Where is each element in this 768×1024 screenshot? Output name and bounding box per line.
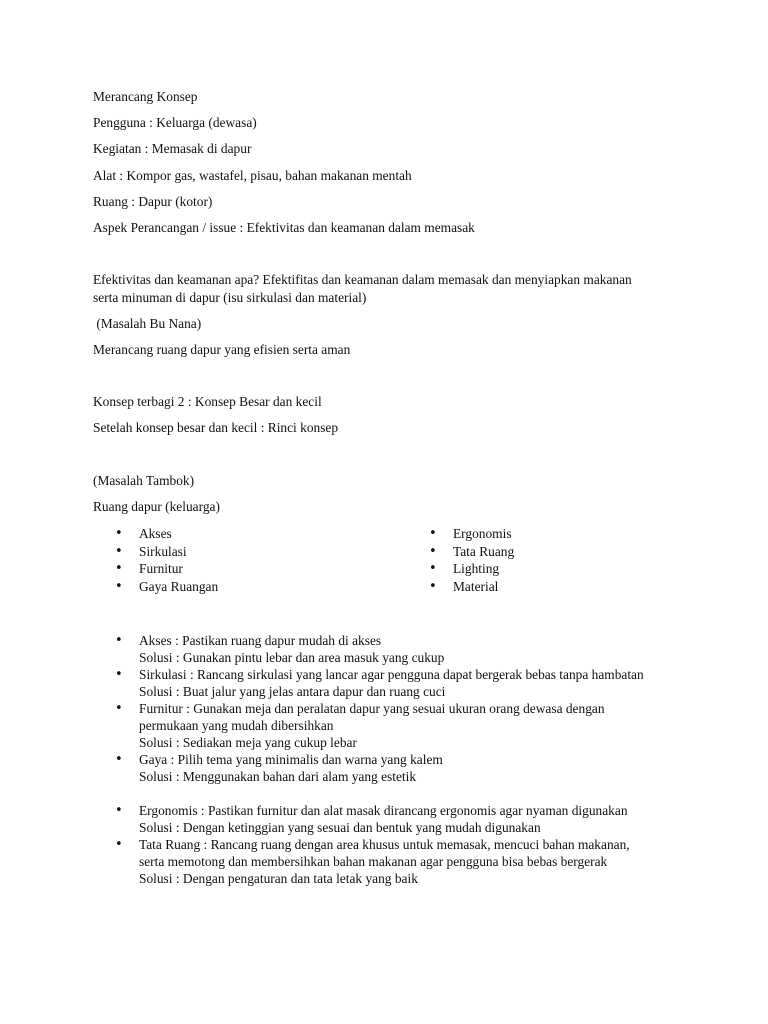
- detail-solusi: Solusi : Dengan ketinggian yang sesuai dan bentuk yang mudah digunakan: [139, 820, 541, 835]
- detail-item-tata-ruang: [93, 836, 733, 887]
- merancang-line: Merancang ruang dapur yang efisien serta aman: [93, 342, 351, 357]
- ruang-line: Ruang : Dapur (kotor): [93, 194, 213, 209]
- detail-text: • Furnitur : Gunakan meja dan peralatan dapur yang sesuai ukuran orang dewasa dengan: [139, 701, 605, 716]
- detail-item-ergonomis: [93, 802, 733, 836]
- detail-text: • Sirkulasi : Rancang sirkulasi yang lancar agar pengguna dapat bergerak bebas tanpa hambatan: [139, 667, 644, 682]
- pengguna-line: Pengguna : Keluarga (dewasa): [93, 115, 257, 130]
- masalah-nana-line: (Masalah Bu Nana): [93, 316, 202, 331]
- detail-text: serta memotong dan membersihkan bahan makanan agar pengguna bisa bebas bergerak: [139, 854, 608, 869]
- efektivitas-line-2: serta minuman di dapur (isu sirkulasi dan material): [93, 290, 367, 305]
- detail-text: • Akses : Pastikan ruang dapur mudah di akses: [139, 633, 382, 648]
- detail-solusi: Solusi : Gunakan pintu lebar dan area masuk yang cukup: [139, 650, 445, 665]
- detail-text: permukaan yang mudah dibersihkan: [139, 718, 334, 733]
- list-item: • Gaya Ruangan: [93, 578, 393, 596]
- list-item: • Lighting: [407, 560, 707, 578]
- list-item: • Material: [407, 578, 707, 596]
- detail-list-b: [93, 802, 733, 887]
- detail-item-furnitur: [93, 700, 733, 751]
- list-item: • Akses: [93, 525, 393, 543]
- masalah-tambok-line: (Masalah Tambok): [93, 473, 195, 488]
- aspect-list-left: [93, 525, 393, 595]
- detail-text: • Ergonomis : Pastikan furnitur dan alat masak dirancang ergonomis agar nyaman digunakan: [139, 803, 628, 818]
- detail-item-gaya: [93, 751, 733, 785]
- detail-solusi: Solusi : Buat jalur yang jelas antara dapur dan ruang cuci: [139, 684, 446, 699]
- alat-line: Alat : Kompor gas, wastafel, pisau, bahan makanan mentah: [93, 168, 412, 183]
- detail-text: • Tata Ruang : Rancang ruang dengan area khusus untuk memasak, mencuci bahan makanan,: [139, 837, 630, 852]
- efektivitas-line-1: Efektivitas dan keamanan apa? Efektifitas dan keamanan dalam memasak dan menyiapkan makanan: [93, 272, 632, 287]
- list-item: • Tata Ruang: [407, 543, 707, 561]
- list-item: • Sirkulasi: [93, 543, 393, 561]
- aspek-line: Aspek Perancangan / issue : Efektivitas dan keamanan dalam memasak: [93, 220, 475, 235]
- detail-item-sirkulasi: [93, 666, 733, 700]
- detail-item-akses: [93, 632, 733, 666]
- doc-title: Merancang Konsep: [93, 89, 198, 104]
- detail-solusi: Solusi : Menggunakan bahan dari alam yang estetik: [139, 769, 417, 784]
- list-item: • Furnitur: [93, 560, 393, 578]
- setelah-konsep-line: Setelah konsep besar dan kecil : Rinci konsep: [93, 420, 339, 435]
- detail-list-a: [93, 632, 733, 785]
- list-item: • Ergonomis: [407, 525, 707, 543]
- kegiatan-line: Kegiatan : Memasak di dapur: [93, 141, 252, 156]
- konsep-terbagi-line: Konsep terbagi 2 : Konsep Besar dan kecil: [93, 394, 322, 409]
- aspect-list-right: [407, 525, 707, 595]
- detail-solusi: Solusi : Dengan pengaturan dan tata letak yang baik: [139, 871, 418, 886]
- detail-text: • Gaya : Pilih tema yang minimalis dan warna yang kalem: [139, 752, 443, 767]
- ruang-dapur-line: Ruang dapur (keluarga): [93, 499, 220, 514]
- detail-solusi: Solusi : Sediakan meja yang cukup lebar: [139, 735, 357, 750]
